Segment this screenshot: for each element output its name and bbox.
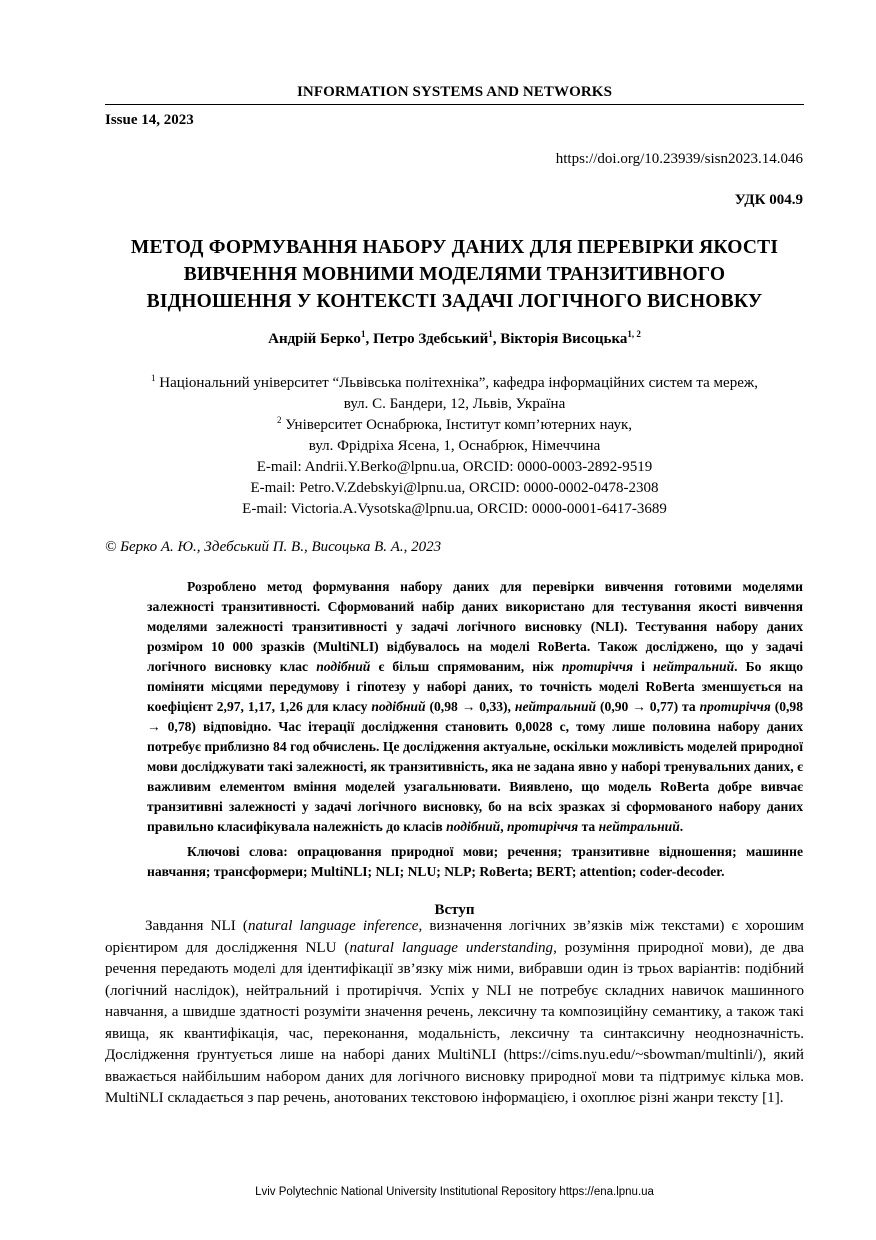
abstract-emphasis: подібний — [446, 819, 501, 834]
author-email: E-mail: Victoria.A.Vysotska@lpnu.ua, ORCID: 0000-0001-6417-3689 — [242, 501, 667, 517]
abstract-emphasis: нейтральний — [652, 659, 735, 674]
abstract-emphasis: протиріччя — [699, 699, 771, 714]
abstract-emphasis: протиріччя — [561, 659, 633, 674]
abstract-text: . — [679, 819, 684, 834]
abstract-text: (0,98 → 0,78) відповідно. Час ітерації дослідження становить 0,0028 с, тому лише половина набору даних потребує приблизно 84 год обчислень. Це дослідження актуальне, оскільки можливість моделей природної мови досліджувати такі залежності, як транзитивність, яка не задана явно у наборі тренувальних даних, є важливим елементом вміння моделей узагальнювати. Виявлено, що модель RoBerta добре вивчає транзитивні залежності у задачі логічного висновку, бо на всіх зразках зі сформованого набору даних правильно класифікувала належність до класів — [147, 699, 804, 834]
affiliation-marker: 1 — [151, 373, 156, 383]
author-name: Андрій Берко — [268, 331, 361, 347]
header-rule — [105, 104, 804, 105]
doi-link[interactable]: https://doi.org/10.23939/sisn2023.14.046 — [555, 151, 803, 167]
affiliation-marker: 1 — [488, 329, 493, 339]
author-email: E-mail: Andrii.Y.Berko@lpnu.ua, ORCID: 0000-0003-2892-9519 — [256, 459, 653, 475]
repository-footer: Lviv Polytechnic National University Institutional Repository https://ena.lpnu.ua — [255, 1186, 654, 1198]
abstract-text: (0,90 → 0,77) та — [596, 699, 700, 714]
body-emphasis: natural language understanding — [349, 939, 554, 956]
title-line: ВІДНОШЕННЯ У КОНТЕКСТІ ЗАДАЧІ ЛОГІЧНОГО ВИСНОВКУ — [146, 291, 763, 312]
issue-label: Issue 14, 2023 — [105, 112, 194, 128]
title-line: МЕТОД ФОРМУВАННЯ НАБОРУ ДАНИХ ДЛЯ ПЕРЕВІРКИ ЯКОСТІ — [130, 237, 779, 258]
title-line: ВИВЧЕННЯ МОВНИМИ МОДЕЛЯМИ ТРАНЗИТИВНОГО — [183, 264, 726, 285]
affiliation-line — [105, 415, 804, 436]
author-name: Вікторія Висоцька — [500, 331, 628, 347]
body-text: , визначення логічних зв’язків між текстами) є хорошим орієнтиром для дослідження NLU ( — [105, 918, 804, 956]
abstract-emphasis: подібний — [316, 659, 371, 674]
author-separator: , — [365, 331, 373, 347]
udk-code: УДК 004.9 — [734, 192, 803, 208]
abstract-text: є більш спрямованим, ніж — [370, 659, 562, 674]
abstract-emphasis: протиріччя — [507, 819, 579, 834]
affiliation-text: Національний університет “Львівська політехніка”, кафедра інформаційних систем та мереж, — [155, 375, 758, 391]
author-list — [105, 331, 804, 348]
author-name: Петро Здебський — [372, 331, 489, 347]
abstract-text: Розроблено метод формування набору даних для перевірки вивчення готовими моделями залежності транзитивності. Сформований набір даних використано для тестування якості вивчення моделями залежності транзитивності у задачі логічного висновку (NLI). Тестування набору даних розміром 10 000 зразків (MultiNLI) відбувалось на моделі RoBerta. Також досліджено, що у задачі логічного висновку клас — [147, 579, 803, 674]
affiliations — [105, 373, 804, 520]
affiliation-line: вул. Фрідріха Ясена, 1, Оснабрюк, Німеччина — [308, 438, 601, 454]
affiliation-line: вул. С. Бандери, 12, Львів, Україна — [343, 396, 566, 412]
body-emphasis: natural language inference — [247, 918, 419, 934]
body-text: Завдання NLI ( — [145, 918, 248, 934]
keywords: Ключові слова: опрацювання природної мови; речення; транзитивне відношення; машинне навчання; трансформери; MultiNLI; NLI; NLU; NLP; RoBerta; BERT; attention; coder-decoder. — [147, 844, 803, 879]
journal-title: INFORMATION SYSTEMS AND NETWORKS — [296, 84, 613, 100]
abstract-text: , — [500, 819, 508, 834]
paper-title — [80, 234, 829, 315]
abstract-emphasis: нейтральний — [514, 699, 597, 714]
author-email: E-mail: Petro.V.Zdebskyi@lpnu.ua, ORCID: 0000-0002-0478-2308 — [250, 480, 659, 496]
body-text: , розуміння природної мови), де два речення передають моделі для ідентифікації зв’язку між ними, вибравши один із трьох варіантів: подібний (логічний наслідок), нейтральний і протиріччя. Успіх у NLI не потребує складних навичок машинного навчання, а швидше здатності розуміти значення речень, лексичну та композиційну семантику, а також такі явища, як квантифікація, час, переконання, модальність, лексичну та синтаксичну неоднозначність. Дослідження ґрунтується лише на наборі даних MultiNLI (https://cims.nyu.edu/~sbowman/multinli/), який вважається найбільшим набором даних для логічного висновку природної мови та підтримує кілька мов. MultiNLI складається з пар речень, анотованих текстовою інформацією, і охоплює різні жанри тексту [1]. — [105, 939, 805, 1106]
abstract-emphasis: нейтральний — [598, 819, 680, 834]
affiliation-marker: 2 — [276, 415, 282, 425]
abstract-text: і — [632, 659, 653, 674]
abstract-text: та — [578, 819, 599, 834]
section-heading: Вступ — [434, 902, 475, 918]
intro-paragraph — [105, 916, 804, 1110]
abstract-text: . Бо якщо поміняти місцями передумову і гіпотезу у наборі даних, то точність моделі RoBerta зменшується на коефіцієнт 2,97, 1,17, 1,26 для класу — [147, 659, 803, 714]
abstract-emphasis: подібний — [371, 699, 426, 714]
copyright-line: © Берко А. Ю., Здебський П. В., Висоцька В. А., 2023 — [105, 539, 442, 555]
affiliation-line — [105, 373, 804, 394]
abstract — [147, 577, 803, 837]
abstract-text: (0,98 → 0,33), — [425, 699, 515, 714]
affiliation-marker: 1 — [360, 329, 366, 339]
author-separator: , — [492, 331, 501, 347]
affiliation-marker: 1, 2 — [627, 329, 641, 339]
affiliation-text: Університет Оснабрюка, Інститут комп’ютерних наук, — [281, 417, 632, 433]
